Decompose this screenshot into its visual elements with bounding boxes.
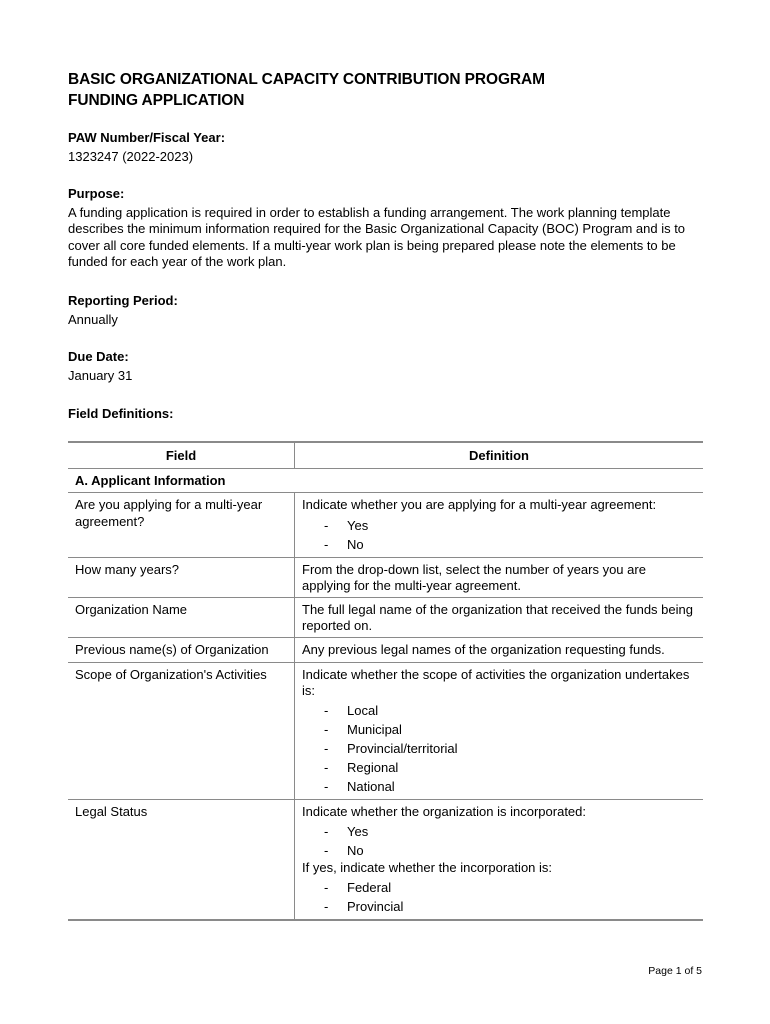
table-row bbox=[68, 493, 703, 557]
option-item: - Provincial/territorial bbox=[302, 739, 696, 758]
option-item: - Provincial bbox=[302, 897, 696, 916]
option-item: - Local bbox=[302, 701, 696, 720]
purpose-section bbox=[68, 186, 708, 271]
definition-cell: From the drop-down list, select the number of years you are applying for the multi-year agreement. bbox=[295, 557, 704, 597]
definition-cell: The full legal name of the organization that received the funds being reported on. bbox=[295, 598, 704, 638]
option-item: - No bbox=[302, 535, 696, 554]
due-date-section bbox=[68, 349, 708, 384]
due-date-label: Due Date: bbox=[68, 349, 129, 364]
document-title bbox=[68, 69, 708, 111]
definition-text: Indicate whether the organization is incorporated: bbox=[302, 804, 587, 820]
sub-option-list bbox=[302, 878, 696, 916]
table-header-row bbox=[68, 442, 703, 469]
column-header-definition: Definition bbox=[295, 442, 704, 469]
table-row bbox=[68, 557, 703, 597]
table-row bbox=[68, 662, 703, 799]
field-cell: How many years? bbox=[68, 557, 295, 597]
title-line-2: FUNDING APPLICATION bbox=[68, 92, 245, 109]
column-header-field: Field bbox=[68, 442, 295, 469]
field-cell: Are you applying for a multi-year agreement? bbox=[68, 493, 295, 557]
field-cell: Legal Status bbox=[68, 800, 295, 921]
paw-label: PAW Number/Fiscal Year: bbox=[68, 130, 226, 145]
definition-cell bbox=[295, 662, 704, 799]
definition-text: Indicate whether you are applying for a multi-year agreement: bbox=[302, 497, 657, 513]
option-list bbox=[302, 516, 696, 554]
definition-cell: Any previous legal names of the organization requesting funds. bbox=[295, 638, 704, 662]
option-item: - Yes bbox=[302, 822, 696, 841]
purpose-label: Purpose: bbox=[68, 186, 125, 201]
option-list bbox=[302, 822, 696, 860]
table-row bbox=[68, 800, 703, 921]
table-row bbox=[68, 598, 703, 638]
table-row bbox=[68, 638, 703, 662]
option-list bbox=[302, 701, 696, 796]
section-a-heading: A. Applicant Information bbox=[68, 469, 703, 493]
field-cell: Previous name(s) of Organization bbox=[68, 638, 295, 662]
reporting-period-label: Reporting Period: bbox=[68, 293, 178, 308]
page-number: Page 1 of 5 bbox=[648, 965, 702, 977]
option-item: - Yes bbox=[302, 516, 696, 535]
field-definitions-section bbox=[68, 406, 708, 423]
sub-definition-text: If yes, indicate whether the incorporation is: bbox=[302, 860, 553, 876]
paw-section bbox=[68, 130, 708, 165]
table-section-row bbox=[68, 469, 703, 493]
field-definitions-table bbox=[68, 441, 703, 921]
option-item: - No bbox=[302, 841, 696, 860]
purpose-text: A funding application is required in order to establish a funding arrangement. The work planning template describes the minimum information required for the Basic Organizational Capacity (BOC) Program and is to cover all core funded elements. If a multi-year work plan is being prepared please note the elements to be funded for each year of the work plan. bbox=[68, 204, 686, 269]
option-item: - Regional bbox=[302, 758, 696, 777]
reporting-period-section bbox=[68, 293, 708, 328]
definition-cell bbox=[295, 800, 704, 921]
field-definitions-label: Field Definitions: bbox=[68, 406, 174, 421]
title-line-1: BASIC ORGANIZATIONAL CAPACITY CONTRIBUTION PROGRAM bbox=[68, 71, 545, 88]
definition-cell bbox=[295, 493, 704, 557]
due-date-value: January 31 bbox=[68, 367, 133, 383]
option-item: - Municipal bbox=[302, 720, 696, 739]
definition-text: Indicate whether the scope of activities the organization undertakes is: bbox=[302, 666, 690, 698]
field-cell: Organization Name bbox=[68, 598, 295, 638]
paw-value: 1323247 (2022-2023) bbox=[68, 148, 194, 164]
option-item: - Federal bbox=[302, 878, 696, 897]
option-item: - National bbox=[302, 777, 696, 796]
field-cell: Scope of Organization's Activities bbox=[68, 662, 295, 799]
reporting-period-value: Annually bbox=[68, 311, 118, 327]
